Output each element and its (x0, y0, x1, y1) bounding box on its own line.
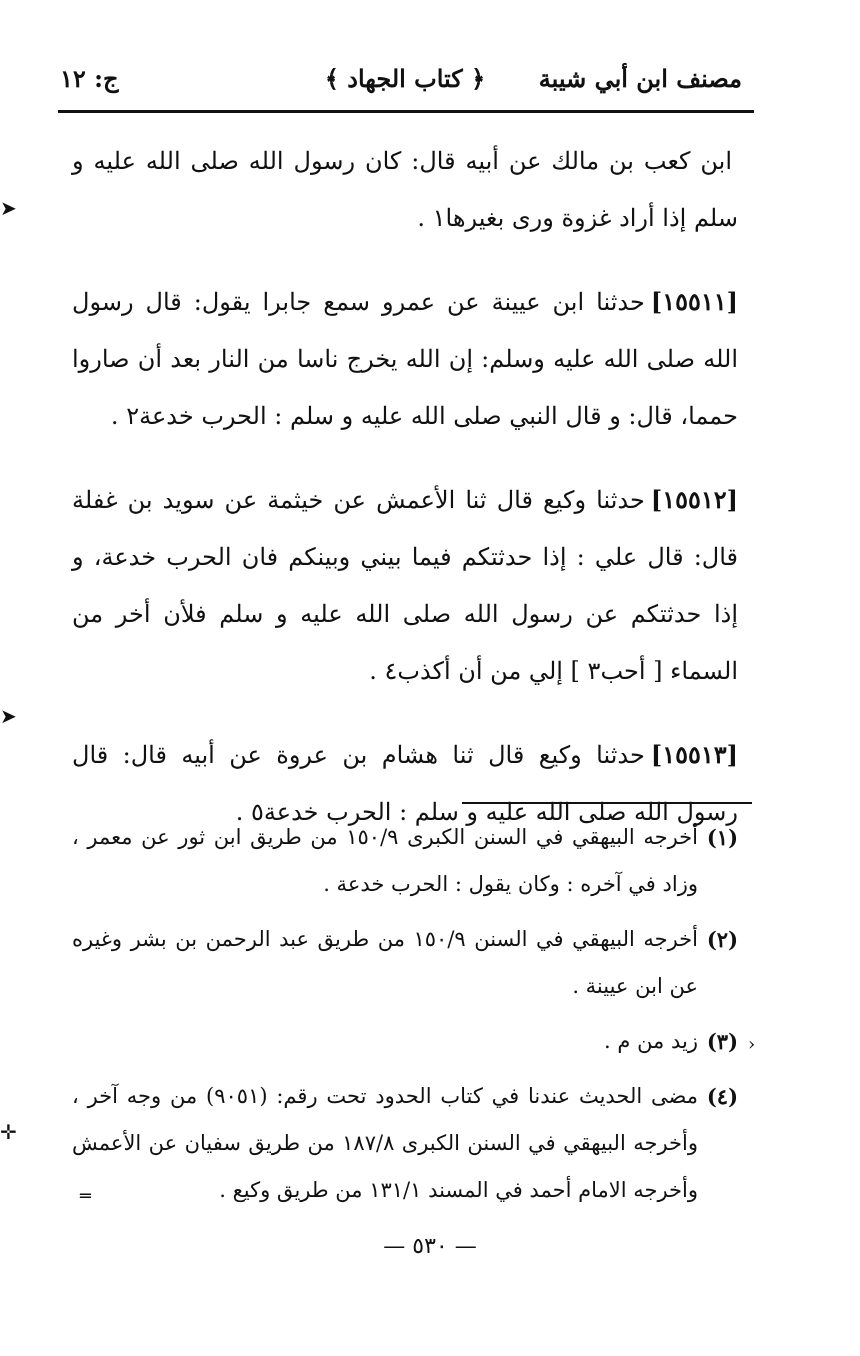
footnote-number: (١) (706, 825, 738, 850)
footnote (72, 814, 738, 908)
page-header (60, 52, 750, 112)
footnote-text: أخرجه البيهقي في السنن الكبرى ١٥٠/٩ من طريق ابن ثور عن معمر ، وزاد في آخره : وكان يقول : الحرب خدعة . (72, 825, 698, 896)
hadith-number: [١٥٥١١] (650, 287, 738, 316)
footnote-number: (٢) (706, 927, 738, 952)
margin-cross-icon: ✛ (0, 1120, 17, 1144)
hadith-number: [١٥٥١٣] (650, 740, 738, 769)
footnote (72, 916, 738, 1010)
footnote-divider (462, 802, 752, 804)
paragraph-text: ابن كعب بن مالك عن أبيه قال: كان رسول الله صلى الله عليه و سلم إذا أراد غزوة ورى بغيرها١ . (72, 147, 738, 232)
footnote (72, 1018, 738, 1065)
page-number: — ٥٣٠ — (383, 1234, 477, 1259)
hadith-number: [١٥٥١٢] (650, 485, 738, 514)
footnote-number: (٣) (706, 1029, 738, 1054)
main-text (72, 132, 738, 867)
margin-tick-icon: › (748, 1034, 756, 1055)
footnote-number: (٤) (706, 1084, 738, 1109)
footnote-text: أخرجه البيهقي في السنن ١٥٠/٩ من طريق عبد الرحمن بن بشر وغيره عن ابن عيينة . (72, 927, 699, 998)
paragraph-text: حدثنا ابن عيينة عن عمرو سمع جابرا يقول: قال رسول الله صلى الله عليه وسلم: إن الله يخرج ناسا من النار بعد أن صاروا حمما، قال: و قال النبي صلى الله عليه و سلم : الحرب خدعة٢ . (72, 288, 738, 430)
margin-arrow-icon: ➤ (0, 196, 17, 220)
chapter-title: ﴿ كتاب الجهاد ﴾ (324, 64, 486, 93)
footnote-text: مضى الحديث عندنا في كتاب الحدود تحت رقم: (٩٠٥١) من وجه آخر ، وأخرجه البيهقي في السنن الكبرى ١٨٧/٨ من طريق سفيان عن الأعمش وأخرجه الامام أحمد في المسند ١٣١/١ من طريق وكيع . (72, 1084, 698, 1202)
footnote (72, 1073, 738, 1214)
paragraph (72, 471, 738, 700)
footnotes (72, 814, 738, 1222)
book-title: مصنف ابن أبي شيبة (538, 64, 742, 93)
paragraph-text: حدثنا وكيع قال ثنا هشام بن عروة عن أبيه قال: قال رسول الله صلى الله عليه و سلم : الحرب خدعة٥ . (72, 741, 738, 826)
footnote-text: زيد من م . (604, 1029, 698, 1053)
paragraph-text: حدثنا وكيع قال ثنا الأعمش عن خيثمة عن سويد بن غفلة قال: قال علي : إذا حدثتكم فيما بيني وبينكم فان الحرب خدعة، و إذا حدثتكم عن رسول الله صلى الله عليه و سلم فلأن أخر من السماء [ أحب٣ ] إلي من أن أكذب٤ . (72, 486, 738, 685)
double-dash-icon: ═ (80, 1186, 91, 1207)
header-divider (58, 110, 754, 113)
paragraph (72, 273, 738, 445)
volume-label: ج: ١٢ (60, 64, 119, 93)
margin-arrow-icon: ➤ (0, 704, 17, 728)
paragraph (72, 132, 738, 247)
